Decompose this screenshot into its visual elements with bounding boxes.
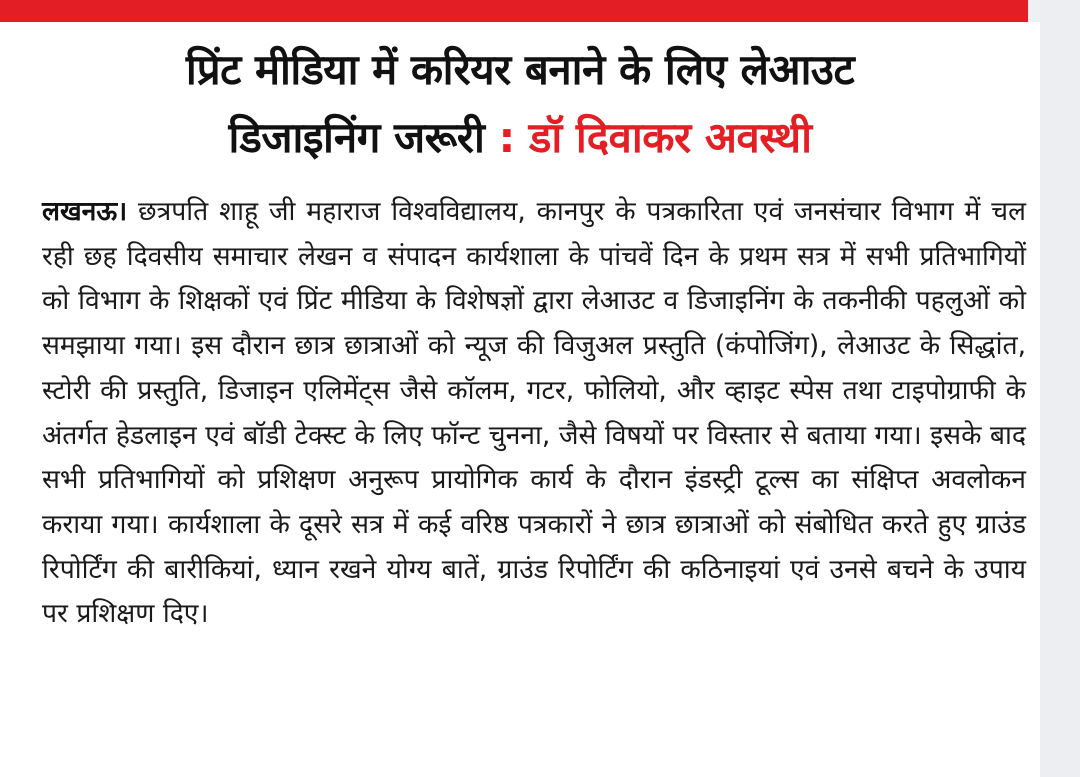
headline-line-2 — [20, 104, 1020, 172]
article-text: छत्रपति शाहू जी महाराज विश्वविद्यालय, कानपुर के पत्रकारिता एवं जनसंचार विभाग में चल रही छह दिवसीय समाचार लेखन व संपादन कार्यशाला के पांचवें दिन के प्रथम सत्र में सभी प्रतिभागियों को विभाग के शिक्षकों एवं प्रिंट मीडिया के विशेषज्ञों द्वारा लेआउट व डिजाइनिंग के तकनीकी पहलुओं को समझाया गया। इस दौरान छात्र छात्राओं को न्यूज की विजुअल प्रस्तुति (कंपोजिंग), लेआउट के सिद्धांत, स्टोरी की प्रस्तुति, डिजाइन एलिमेंट्स जैसे कॉलम, गटर, फोलियो, और व्हाइट स्पेस तथा टाइपोग्राफी के अंतर्गत हेडलाइन एवं बॉडी टेक्स्ट के लिए फॉन्ट चुनना, जैसे विषयों पर विस्तार से बताया गया। इसके बाद सभी प्रतिभागियों को प्रशिक्षण अनुरूप प्रायोगिक कार्य के दौरान इंडस्ट्री टूल्स का संक्षिप्त अवलोकन कराया गया। कार्यशाला के दूसरे सत्र में कई वरिष्ठ पत्रकारों ने छात्र छात्राओं को संबोधित करते हुए ग्राउंड रिपोर्टिंग की बारीकियां, ध्यान रखने योग्य बातें, ग्राउंड रिपोर्टिंग की कठिनाइयां एवं उनसे बचने के उपाय पर प्रशिक्षण दिए। — [42, 196, 1026, 630]
article-body — [42, 190, 1026, 637]
top-accent-bar — [0, 0, 1028, 22]
headline-line-2-text: डिजाइनिंग जरूरी — [228, 113, 485, 162]
headline-line-1: प्रिंट मीडिया में करियर बनाने के लिए लेआउट — [185, 45, 855, 94]
page-margin — [1040, 0, 1080, 777]
headline-separator: : — [484, 113, 529, 162]
article-dateline: लखनऊ। — [42, 196, 128, 227]
headline-byline: डॉ दिवाकर अवस्थी — [528, 113, 812, 162]
headline — [20, 36, 1020, 172]
